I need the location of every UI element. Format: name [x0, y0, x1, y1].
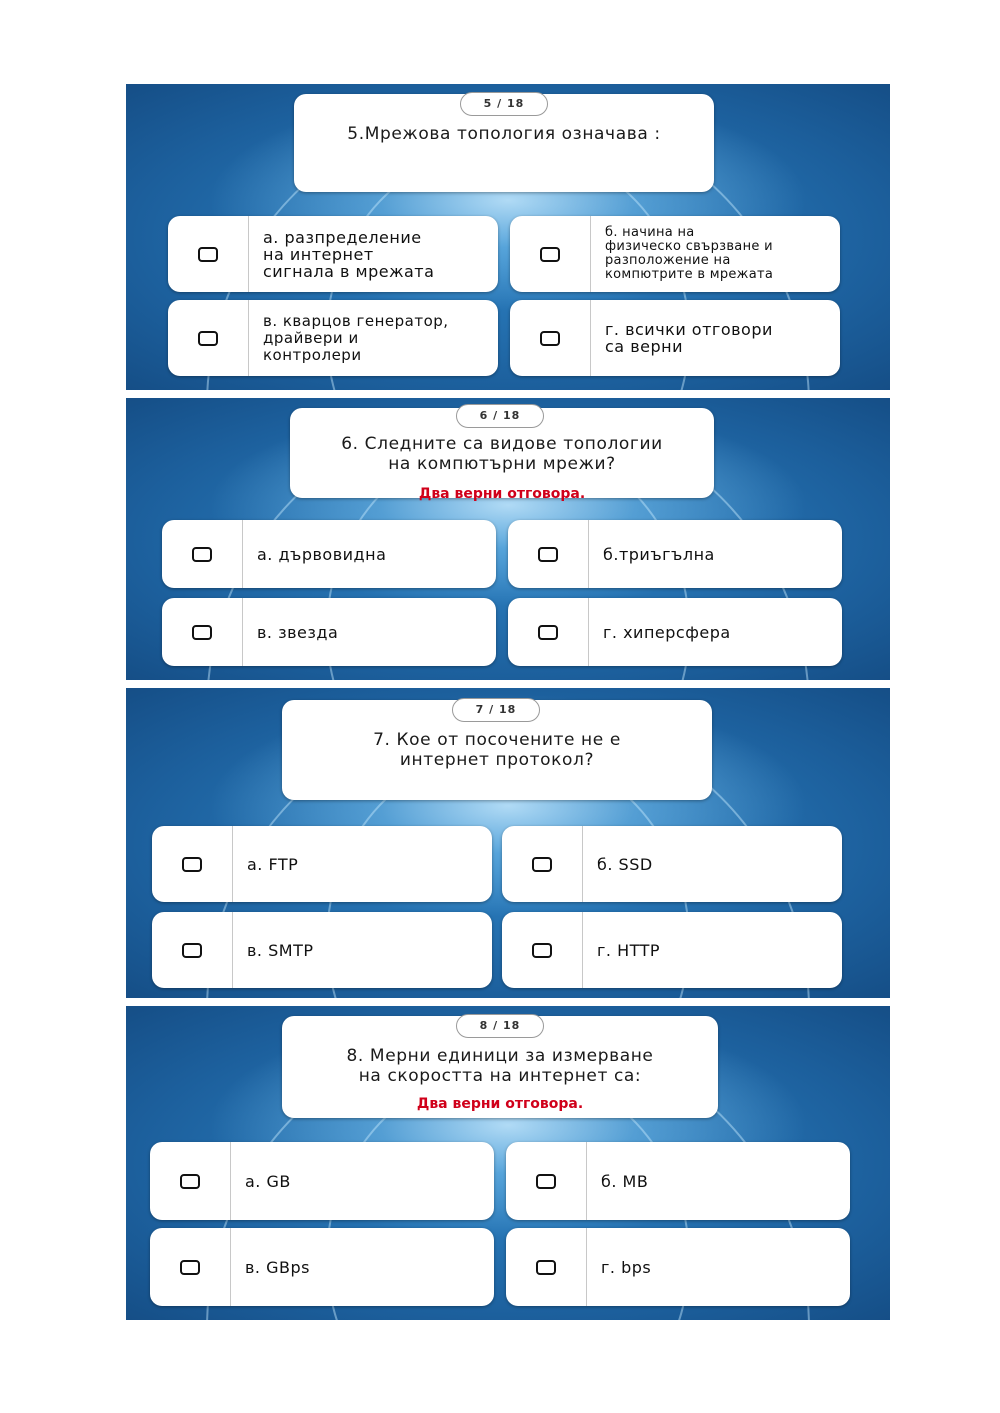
- answer-text: б. MB: [601, 1171, 649, 1191]
- answer-option-d[interactable]: [508, 598, 842, 666]
- radio-square-icon[interactable]: [192, 547, 212, 562]
- answer-text: а. FTP: [247, 854, 299, 874]
- radio-square-icon[interactable]: [538, 625, 558, 640]
- question-text: 5.Мрежова топология означава :: [347, 124, 661, 144]
- answer-option-b[interactable]: [506, 1142, 850, 1220]
- answer-option-b[interactable]: [508, 520, 842, 588]
- answer-text: а. разпределение на интернет сигнала в мрежата: [263, 227, 435, 281]
- answer-option-d[interactable]: [510, 300, 840, 376]
- question-note: Два верни отговора.: [418, 486, 586, 502]
- question-counter: 8 / 18: [456, 1014, 544, 1038]
- answer-text: б.триъгълна: [603, 544, 715, 564]
- radio-square-icon[interactable]: [536, 1260, 556, 1275]
- answer-text: г. хиперсфера: [603, 622, 731, 642]
- answer-option-a[interactable]: [152, 826, 492, 902]
- radio-square-icon[interactable]: [540, 331, 560, 346]
- radio-square-icon[interactable]: [198, 331, 218, 346]
- question-text: 7. Кое от посочените не е интернет протокол?: [373, 730, 621, 770]
- answer-text: г. HTTP: [597, 940, 661, 960]
- question-panel-5: [126, 84, 890, 390]
- radio-square-icon[interactable]: [192, 625, 212, 640]
- answer-text: г. всички отговори са верни: [605, 320, 773, 356]
- answer-option-b[interactable]: [510, 216, 840, 292]
- question-text: 6. Следните са видове топологии на компютърни мрежи?: [341, 434, 663, 474]
- answer-option-d[interactable]: [506, 1228, 850, 1306]
- radio-square-icon[interactable]: [180, 1260, 200, 1275]
- answer-option-d[interactable]: [502, 912, 842, 988]
- answer-text: б. начина на физическо свързване и разположение на компютрите в мрежата: [605, 225, 774, 282]
- radio-square-icon[interactable]: [532, 943, 552, 958]
- answer-option-b[interactable]: [502, 826, 842, 902]
- answer-text: в. SMTP: [247, 940, 314, 960]
- answer-text: г. bps: [601, 1257, 652, 1277]
- answer-option-a[interactable]: [168, 216, 498, 292]
- radio-square-icon[interactable]: [182, 943, 202, 958]
- answer-text: в. GBps: [245, 1257, 310, 1277]
- answer-option-c[interactable]: [162, 598, 496, 666]
- question-panel-8: [126, 1006, 890, 1320]
- question-panel-7: [126, 688, 890, 998]
- radio-square-icon[interactable]: [532, 857, 552, 872]
- answer-option-a[interactable]: [162, 520, 496, 588]
- answer-option-a[interactable]: [150, 1142, 494, 1220]
- answer-text: б. SSD: [597, 854, 653, 874]
- radio-square-icon[interactable]: [538, 547, 558, 562]
- radio-square-icon[interactable]: [540, 247, 560, 262]
- question-panel-6: [126, 398, 890, 680]
- question-counter: 7 / 18: [452, 698, 540, 722]
- radio-square-icon[interactable]: [182, 857, 202, 872]
- answer-text: в. кварцов генератор, драйвери и контролери: [263, 311, 449, 364]
- answer-option-c[interactable]: [168, 300, 498, 376]
- answer-text: в. звезда: [257, 622, 339, 642]
- radio-square-icon[interactable]: [536, 1174, 556, 1189]
- answer-text: а. дървовидна: [257, 544, 387, 564]
- question-counter: 6 / 18: [456, 404, 544, 428]
- answer-text: а. GB: [245, 1171, 291, 1191]
- question-text: 8. Мерни единици за измерване на скоростта на интернет са:: [346, 1046, 654, 1086]
- question-note: Два верни отговора.: [416, 1096, 584, 1112]
- radio-square-icon[interactable]: [180, 1174, 200, 1189]
- question-counter: 5 / 18: [460, 92, 548, 116]
- answer-option-c[interactable]: [152, 912, 492, 988]
- radio-square-icon[interactable]: [198, 247, 218, 262]
- answer-option-c[interactable]: [150, 1228, 494, 1306]
